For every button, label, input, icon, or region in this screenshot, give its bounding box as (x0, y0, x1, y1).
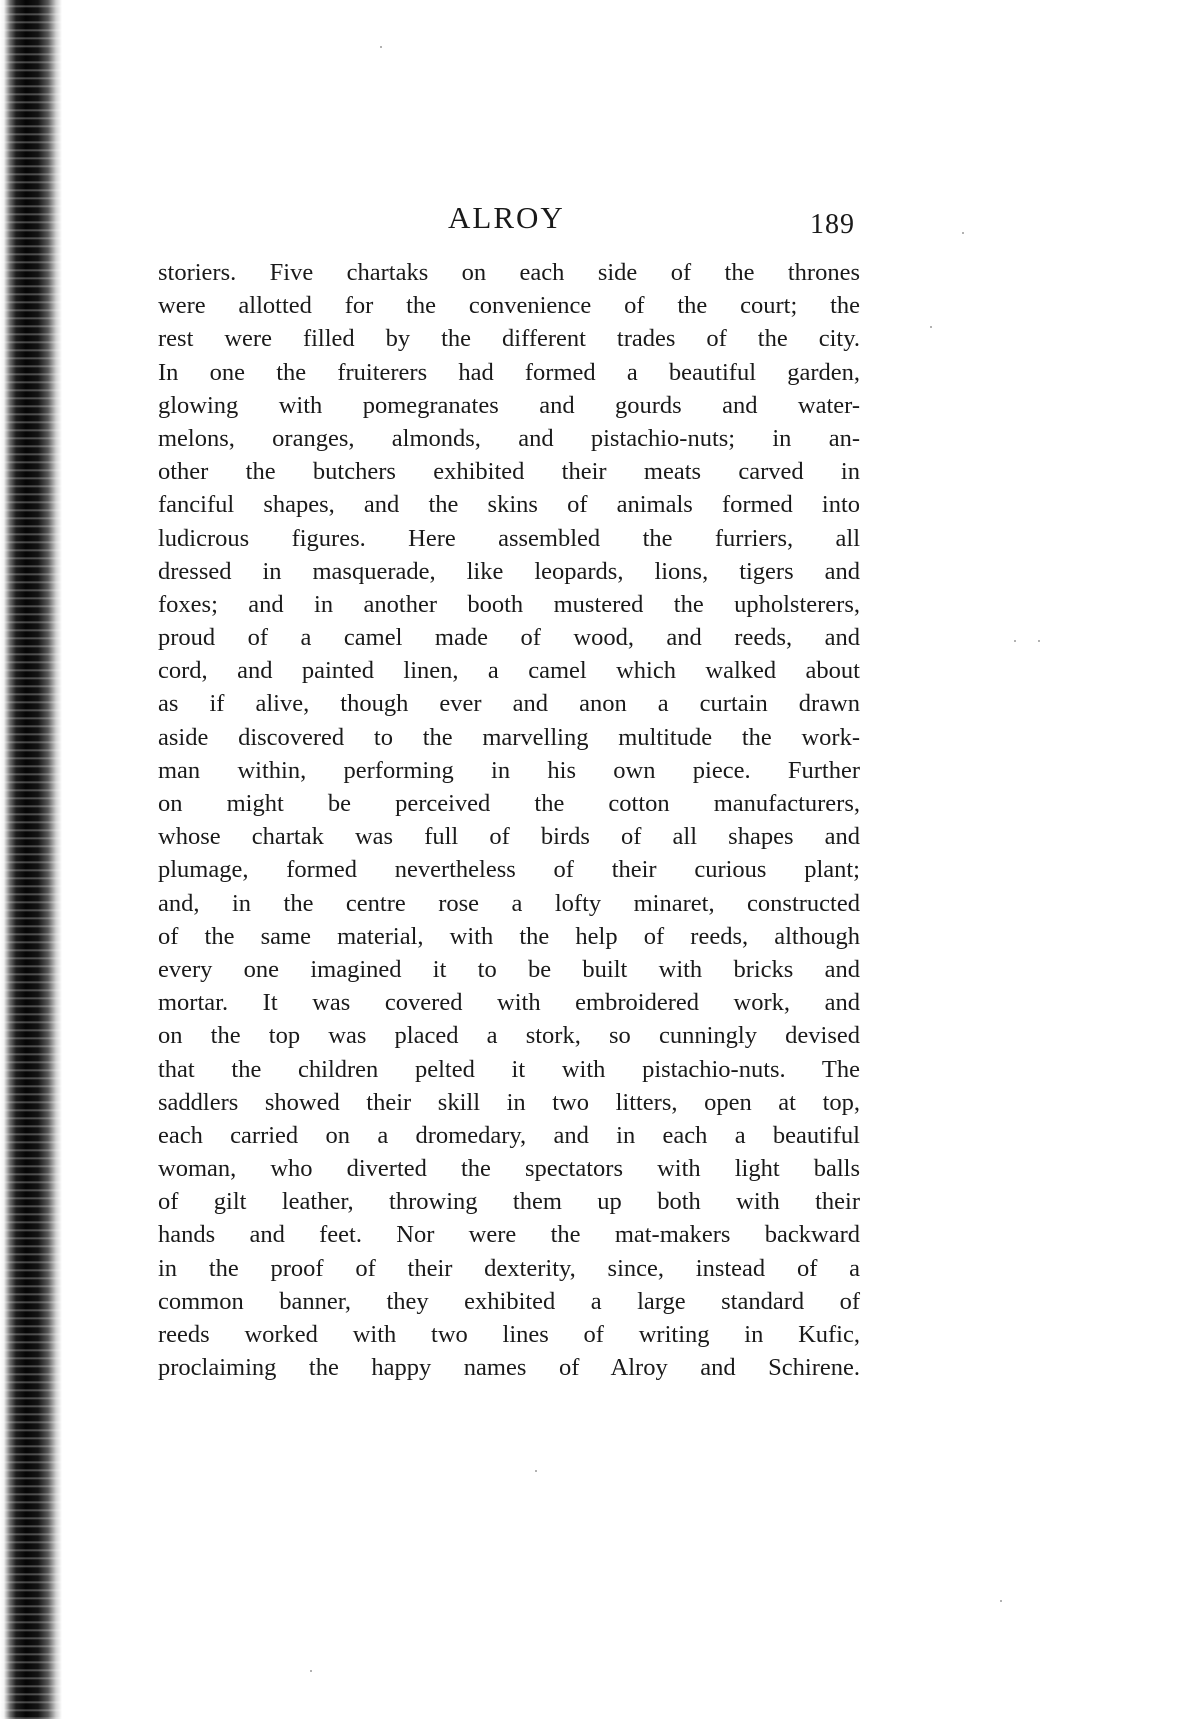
text-line: as if alive, though ever and anon a curtain drawn (158, 690, 860, 718)
text-line: other the butchers exhibited their meats carved in (158, 458, 860, 486)
text-line: reeds worked with two lines of writing in Kufic, (158, 1321, 860, 1348)
paper-speck (962, 232, 964, 234)
text-line: hands and feet. Nor were the mat-makers backward (158, 1221, 860, 1249)
text-line: storiers. Five chartaks on each side of the thrones (158, 259, 860, 286)
text-line: on might be perceived the cotton manufacturers, (158, 790, 860, 817)
text-line: foxes; and in another booth mustered the upholsterers, (158, 590, 860, 618)
text-line: man within, performing in his own piece. Further (158, 756, 860, 784)
text-line: and, in the centre rose a lofty minaret, constructed (158, 889, 860, 917)
text-line: of the same material, with the help of reeds, although (158, 922, 860, 950)
paper-speck (310, 1670, 312, 1672)
text-line: common banner, they exhibited a large standard of (158, 1287, 860, 1315)
paper-speck (930, 326, 932, 328)
text-line: melons, oranges, almonds, and pistachio-nuts; in an- (158, 424, 860, 452)
paper-speck (1000, 1600, 1002, 1602)
text-line: that the children pelted it with pistachio-nuts. The (158, 1055, 860, 1083)
text-line: cord, and painted linen, a camel which walked about (158, 657, 860, 685)
book-gutter-shadow (0, 0, 62, 1719)
text-line: proud of a camel made of wood, and reeds, and (158, 624, 860, 652)
paper-speck (535, 1470, 537, 1472)
text-line: glowing with pomegranates and gourds and water- (158, 391, 860, 419)
text-line: proclaiming the happy names of Alroy and Schirene. (158, 1354, 860, 1382)
text-line: whose chartak was full of birds of all shapes and (158, 823, 860, 851)
text-line: were allotted for the convenience of the court; the (158, 292, 860, 320)
text-line: woman, who diverted the spectators with light balls (158, 1155, 860, 1183)
text-line: In one the fruiterers had formed a beautiful garden, (158, 358, 860, 386)
text-line: ludicrous figures. Here assembled the furriers, all (158, 524, 860, 552)
text-line: saddlers showed their skill in two litters, open at top, (158, 1088, 860, 1116)
text-line: each carried on a dromedary, and in each a beautiful (158, 1121, 860, 1149)
text-line: dressed in masquerade, like leopards, lions, tigers and (158, 557, 860, 585)
body-text (158, 256, 860, 1384)
text-line: mortar. It was covered with embroidered work, and (158, 989, 860, 1017)
text-line: on the top was placed a stork, so cunningly devised (158, 1022, 860, 1050)
page-number: 189 (810, 209, 855, 240)
text-line: every one imagined it to be built with bricks and (158, 955, 860, 983)
text-line: of gilt leather, throwing them up both with their (158, 1188, 860, 1216)
paper-speck (1038, 640, 1040, 642)
paper-speck (380, 46, 382, 48)
paper-speck (1014, 640, 1016, 642)
text-line: aside discovered to the marvelling multitude the work- (158, 723, 860, 751)
text-line: plumage, formed nevertheless of their curious plant; (158, 856, 860, 884)
text-line: in the proof of their dexterity, since, instead of a (158, 1254, 860, 1282)
text-line: rest were filled by the different trades of the city. (158, 325, 860, 353)
text-line: fanciful shapes, and the skins of animals formed into (158, 491, 860, 519)
running-title: ALROY (448, 200, 565, 235)
